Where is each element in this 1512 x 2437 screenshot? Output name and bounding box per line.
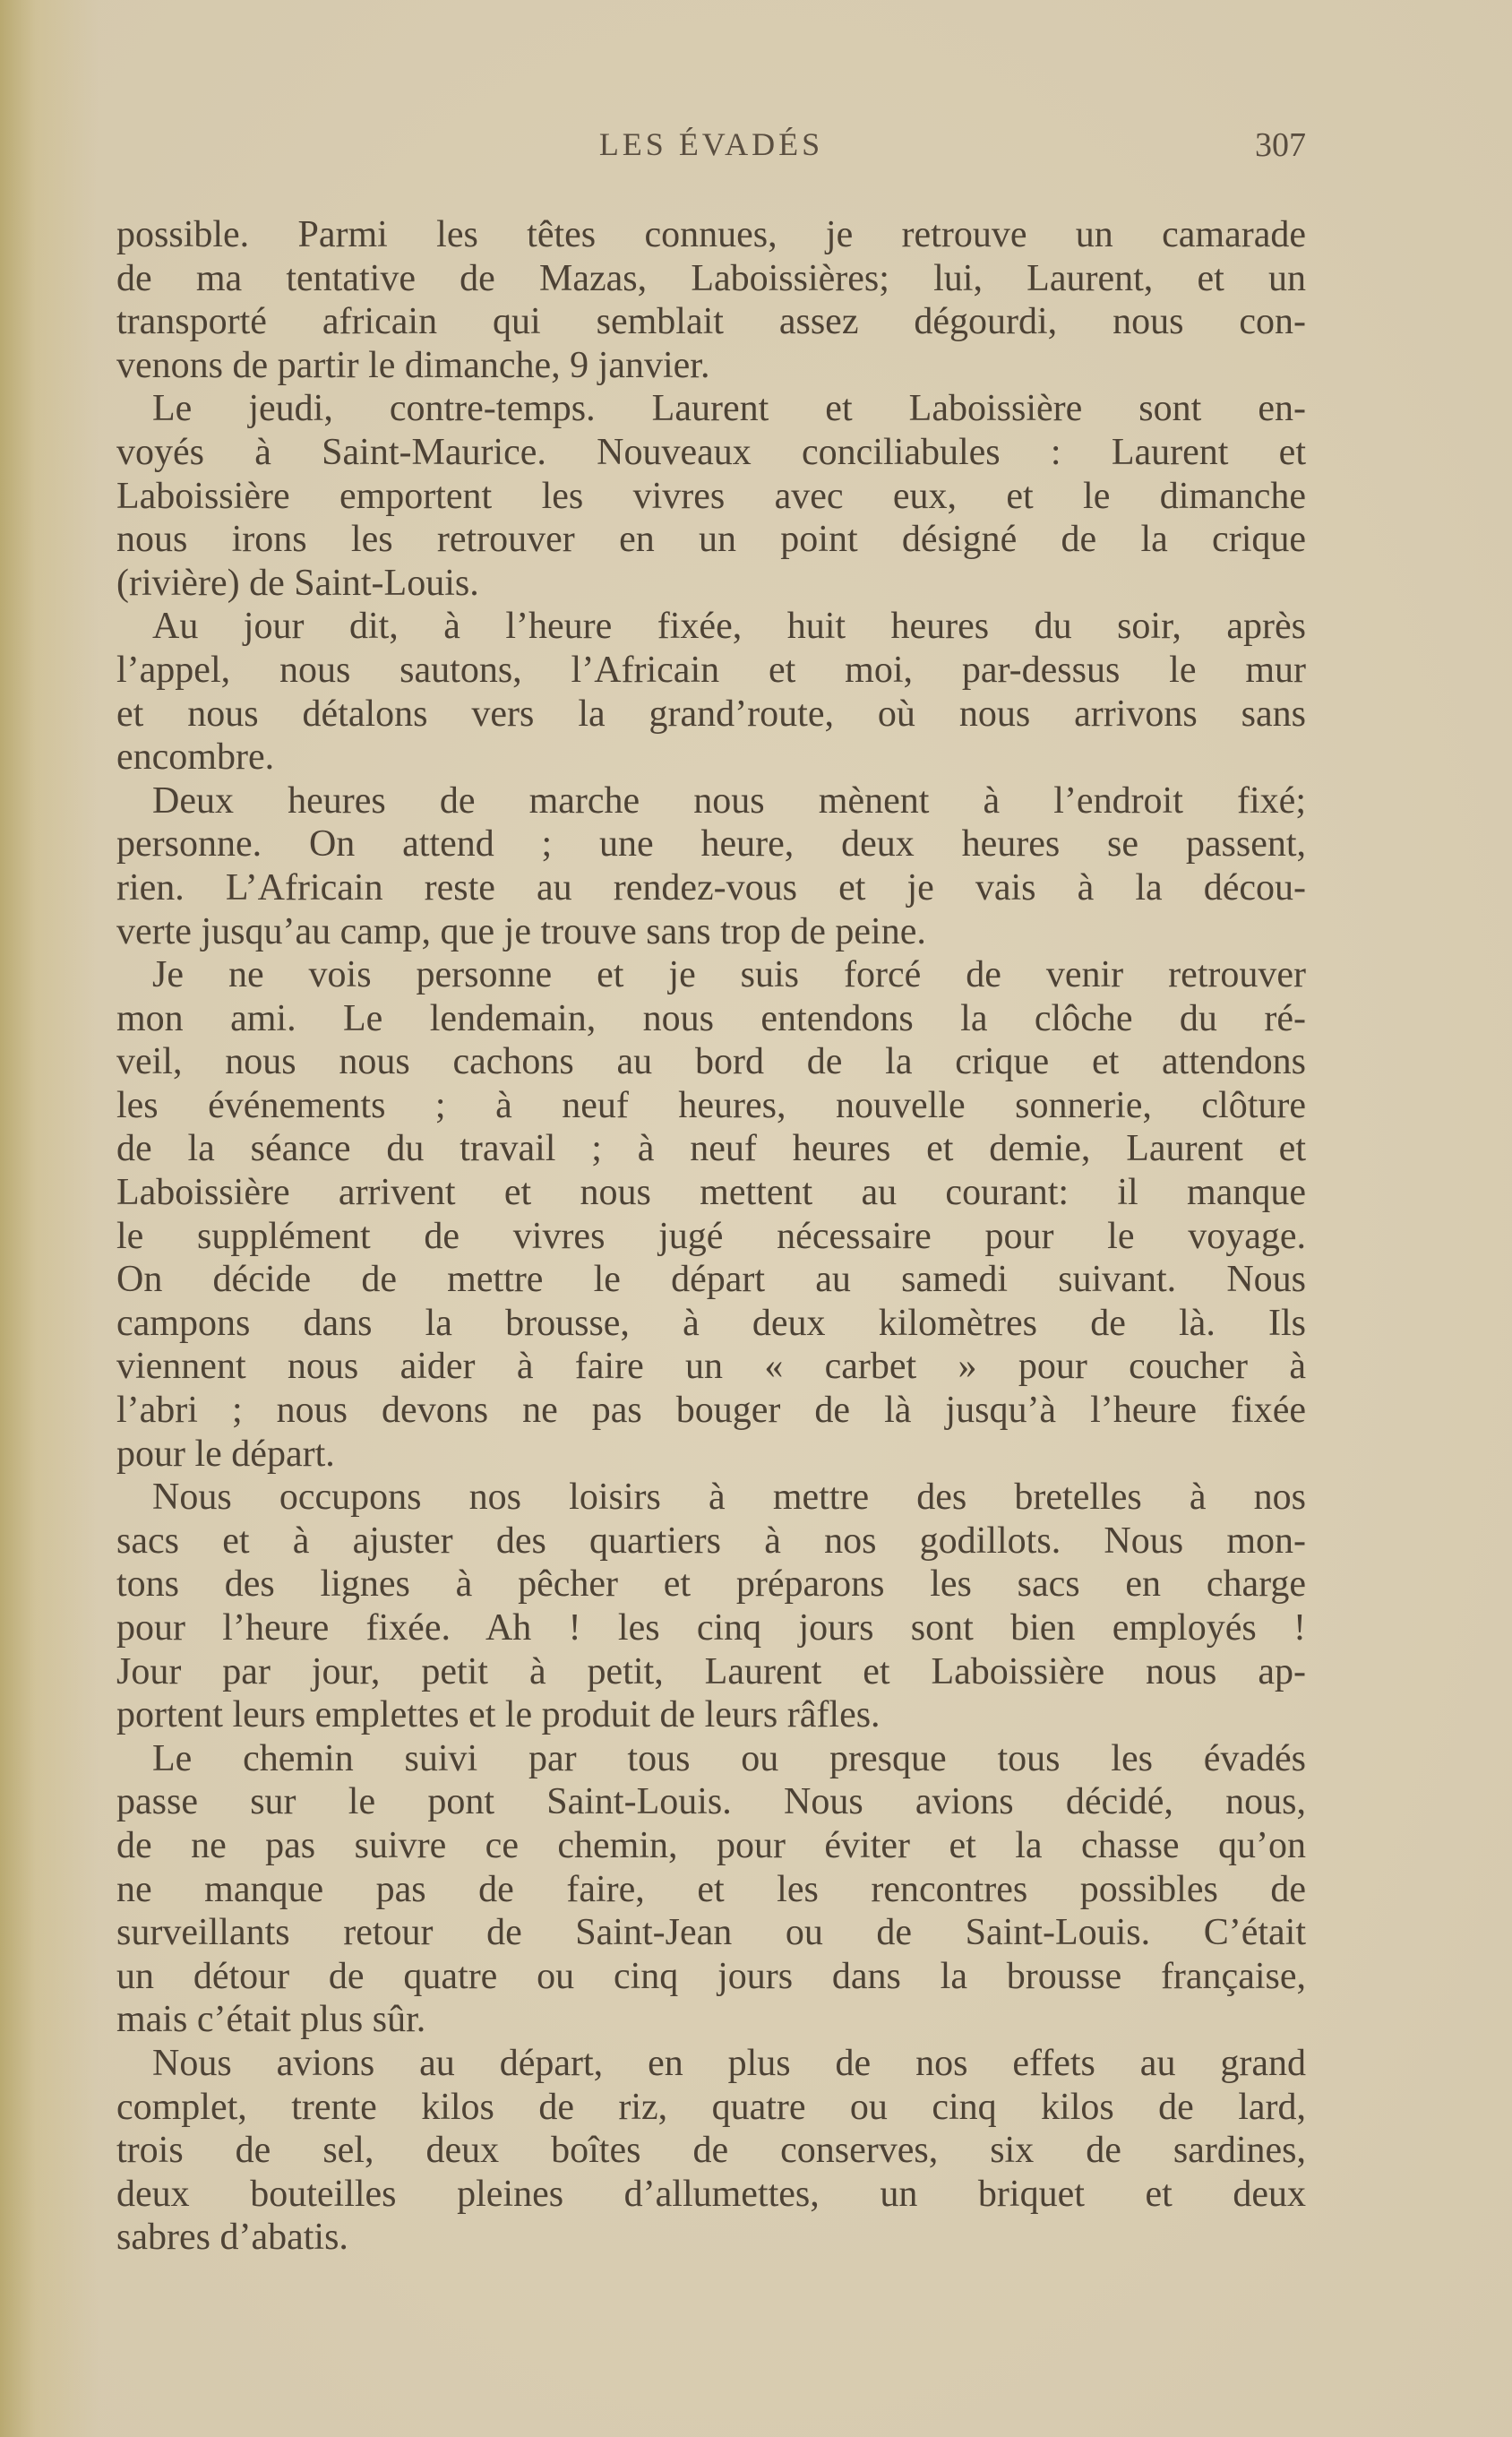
text-line: Au jour dit, à l’heure fixée, huit heures du soir, après: [152, 606, 1306, 648]
text-line: venons de partir le dimanche, 9 janvier.: [116, 344, 710, 386]
text-line: trois de sel, deux boîtes de conserves, six de sardines,: [116, 2130, 1306, 2172]
paragraph: [116, 387, 1306, 605]
text-line: sabres d’abatis.: [116, 2217, 348, 2259]
text-line: encombre.: [116, 736, 275, 779]
text-line: passe sur le pont Saint-Louis. Nous avions décidé, nous,: [116, 1781, 1306, 1823]
text-line: complet, trente kilos de riz, quatre ou cinq kilos de lard,: [116, 2086, 1306, 2128]
paragraph: [116, 953, 1306, 1476]
text-line: possible. Parmi les têtes connues, je retrouve un camarade: [116, 214, 1306, 255]
text-line: ne manque pas de faire, et les rencontres possibles de: [116, 1868, 1306, 1910]
running-title: LES ÉVADÉS: [598, 126, 824, 162]
text-line: de la séance du travail ; à neuf heures et demie, Laurent et: [116, 1128, 1306, 1170]
text-line: un détour de quatre ou cinq jours dans la brousse française,: [116, 1955, 1306, 1997]
text-line: Nous occupons nos loisirs à mettre des bretelles à nos: [152, 1477, 1306, 1519]
paragraph: [116, 2042, 1306, 2260]
text-line: verte jusqu’au camp, que je trouve sans trop de peine.: [116, 910, 926, 952]
text-line: tons des lignes à pêcher et préparons les sacs en charge: [116, 1563, 1306, 1606]
text-line: portent leurs emplettes et le produit de leurs râfles.: [116, 1694, 881, 1736]
page-header: [116, 125, 1306, 170]
text-line: Laboissière arrivent et nous mettent au courant: il manque: [116, 1172, 1306, 1214]
text-line: voyés à Saint-Maurice. Nouveaux conciliabules : Laurent et: [116, 431, 1306, 473]
text-line: (rivière) de Saint-Louis.: [116, 562, 479, 604]
text-line: Le jeudi, contre-temps. Laurent et Laboissière sont en-: [152, 388, 1306, 430]
paragraph: [116, 779, 1306, 953]
text-line: Laboissière emportent les vivres avec eux, et le dimanche: [116, 475, 1306, 517]
paragraph: [116, 1476, 1306, 1737]
text-line: deux bouteilles pleines d’allumettes, un briquet et deux: [116, 2173, 1306, 2215]
text-line: le supplément de vivres jugé nécessaire pour le voyage.: [116, 1215, 1306, 1257]
text-line: mon ami. Le lendemain, nous entendons la clôche du ré-: [116, 997, 1306, 1039]
text-line: l’abri ; nous devons ne pas bouger de là jusqu’à l’heure fixée: [116, 1390, 1306, 1432]
text-line: de ne pas suivre ce chemin, pour éviter et la chasse qu’on: [116, 1824, 1306, 1866]
text-line: personne. On attend ; une heure, deux heures se passent,: [116, 823, 1306, 865]
text-line: mais c’était plus sûr.: [116, 1999, 426, 2041]
text-line: Le chemin suivi par tous ou presque tous les évadés: [152, 1737, 1306, 1779]
text-line: nous irons les retrouver en un point désigné de la crique: [116, 519, 1306, 561]
text-line: l’appel, nous sautons, l’Africain et moi, par-dessus le mur: [116, 649, 1306, 691]
text-line: pour l’heure fixée. Ah ! les cinq jours sont bien employés !: [116, 1607, 1306, 1649]
text-line: veil, nous nous cachons au bord de la crique et attendons: [116, 1041, 1306, 1083]
page-body-text: [116, 213, 1306, 2260]
paragraph: [116, 213, 1306, 387]
text-line: viennent nous aider à faire un « carbet » pour coucher à: [116, 1346, 1306, 1388]
paragraph: [116, 605, 1306, 779]
page-number: 307: [1255, 126, 1306, 164]
text-line: Nous avions au départ, en plus de nos effets au grand: [152, 2042, 1306, 2084]
text-line: sacs et à ajuster des quartiers à nos godillots. Nous mon-: [116, 1520, 1306, 1562]
text-line: pour le départ.: [116, 1433, 335, 1475]
text-line: transporté africain qui semblait assez dégourdi, nous con-: [116, 301, 1306, 343]
text-line: de ma tentative de Mazas, Laboissières; lui, Laurent, et un: [116, 257, 1306, 299]
text-line: Jour par jour, petit à petit, Laurent et Laboissière nous ap-: [116, 1650, 1306, 1692]
text-line: Deux heures de marche nous mènent à l’endroit fixé;: [152, 779, 1306, 822]
text-line: surveillants retour de Saint-Jean ou de Saint-Louis. C’était: [116, 1912, 1306, 1954]
text-line: les événements ; à neuf heures, nouvelle sonnerie, clôture: [116, 1084, 1306, 1126]
paragraph: [116, 1737, 1306, 2042]
text-line: Je ne vois personne et je suis forcé de venir retrouver: [152, 954, 1306, 996]
text-line: et nous détalons vers la grand’route, où nous arrivons sans: [116, 693, 1306, 735]
text-line: On décide de mettre le départ au samedi suivant. Nous: [116, 1259, 1306, 1301]
text-line: campons dans la brousse, à deux kilomètres de là. Ils: [116, 1302, 1306, 1344]
text-line: rien. L’Africain reste au rendez-vous et je vais à la décou-: [116, 866, 1306, 908]
